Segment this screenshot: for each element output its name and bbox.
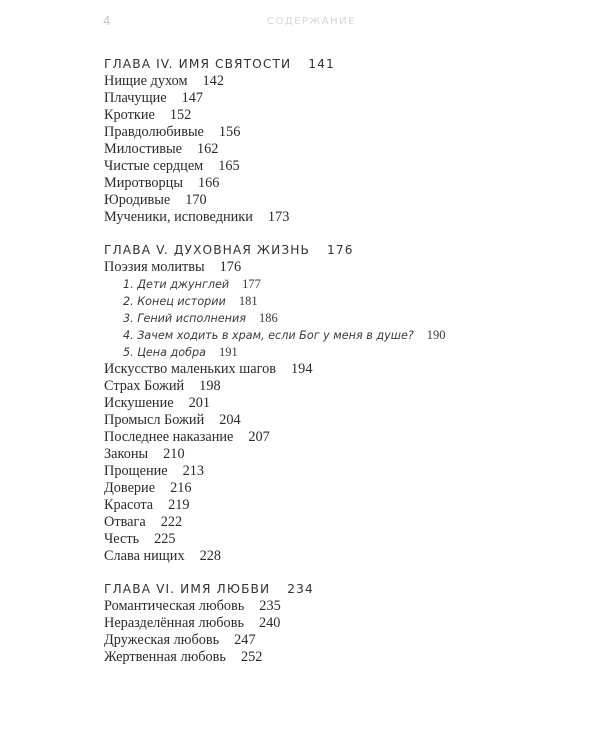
toc-subentry [104,327,544,344]
toc-entry [104,412,544,429]
entry-title: Юродивые [104,192,171,208]
toc-entry [104,141,544,158]
toc-subentry [104,310,544,327]
entry-page-number: 194 [291,361,313,377]
entry-page-number: 198 [199,378,221,394]
running-head: СОДЕРЖАНИЕ [267,16,356,27]
chapter-title-text: ГЛАВА VI. ИМЯ ЛЮБВИ [104,582,271,596]
toc-entry [104,107,544,124]
chapter-title [104,242,544,259]
entry-page-number: 222 [160,514,183,530]
toc-entry [104,209,544,226]
chapter-title-text: ГЛАВА IV. ИМЯ СВЯТОСТИ [104,57,292,71]
toc-entry [104,175,544,192]
chapter-title-text: ГЛАВА V. ДУХОВНАЯ ЖИЗНЬ [104,243,310,257]
entry-title: Миротворцы [104,175,183,191]
entry-page-number: 191 [218,345,238,359]
toc-entry [104,429,544,446]
table-of-contents [104,56,544,682]
chapter-title [104,56,544,73]
entry-title: Милостивые [104,141,182,157]
entry-page-number: 219 [168,497,190,513]
entry-title: Прощение [104,463,168,479]
entry-page-number: 240 [258,615,281,631]
entry-title: Правдолюбивые [104,124,204,140]
toc-entry [104,548,544,565]
chapter-page-number: 176 [327,243,354,257]
entry-page-number: 147 [181,90,204,106]
entry-page-number: 210 [163,446,185,462]
entry-title: 4. Зачем ходить в храм, если Бог у меня в душе? [123,329,414,342]
entry-title: Последнее наказание [104,429,234,445]
entry-title: Промысл Божий [104,412,205,428]
toc-entry [104,73,544,90]
entry-page-number: 170 [185,192,207,208]
entry-page-number: 207 [248,429,270,445]
entry-title: Страх Божий [104,378,185,394]
toc-subentry [104,344,544,361]
entry-page-number: 186 [259,311,278,325]
toc-entry [104,90,544,107]
entry-page-number: 181 [238,294,258,308]
entry-title: Искусство маленьких шагов [104,361,277,377]
entry-title: Красота [104,497,154,513]
entry-page-number: 177 [242,277,261,291]
entry-title: Честь [104,531,140,547]
toc-chapter [104,56,544,226]
entry-page-number: 190 [426,328,446,342]
entry-title: Неразделённая любовь [104,615,244,631]
entry-page-number: 176 [219,259,242,275]
entry-title: Жертвенная любовь [104,649,226,665]
entry-page-number: 213 [182,463,205,479]
toc-chapter [104,242,544,565]
entry-title: Романтическая любовь [104,598,245,614]
entry-title: Отвага [104,514,146,530]
entry-title: Доверие [104,480,156,496]
toc-subentry [104,276,544,293]
entry-title: 1. Дети джунглей [123,278,230,291]
entry-page-number: 228 [199,548,222,564]
entry-page-number: 216 [170,480,192,496]
entry-page-number: 142 [202,73,224,89]
toc-entry [104,615,544,632]
toc-entry [104,531,544,548]
entry-page-number: 247 [234,632,256,648]
toc-entry [104,497,544,514]
toc-entry [104,632,544,649]
entry-page-number: 156 [218,124,241,140]
entry-page-number: 173 [267,209,290,225]
entry-page-number: 152 [169,107,192,123]
toc-entry [104,259,544,276]
entry-title: 5. Цена добра [123,346,206,359]
chapter-page-number: 234 [287,582,314,596]
toc-entry [104,124,544,141]
entry-title: Чистые сердцем [104,158,204,174]
toc-entry [104,446,544,463]
chapter-title [104,581,544,598]
toc-entry [104,158,544,175]
entry-title: Поэзия молитвы [104,259,205,275]
toc-entry [104,480,544,497]
entry-page-number: 252 [240,649,263,665]
toc-entry [104,649,544,666]
toc-entry [104,192,544,209]
toc-entry [104,514,544,531]
entry-page-number: 162 [196,141,219,157]
entry-page-number: 235 [259,598,281,614]
entry-title: Искушение [104,395,174,411]
entry-page-number: 204 [219,412,241,428]
toc-entry [104,463,544,480]
toc-subentry [104,293,544,310]
toc-chapter [104,581,544,666]
entry-title: 3. Гений исполнения [123,312,247,325]
entry-title: Законы [104,446,149,462]
entry-title: Нищие духом [104,73,188,89]
entry-title: Слава нищих [104,548,185,564]
page-header [0,14,600,34]
page-number: 4 [103,14,111,28]
toc-entry [104,395,544,412]
entry-title: Кроткие [104,107,155,123]
toc-entry [104,598,544,615]
entry-title: Мученики, исповедники [104,209,253,225]
entry-page-number: 165 [218,158,240,174]
entry-title: 2. Конец истории [123,295,226,308]
chapter-page-number: 141 [308,57,335,71]
toc-entry [104,378,544,395]
toc-entry [104,361,544,378]
entry-title: Дружеская любовь [104,632,220,648]
entry-page-number: 166 [197,175,220,191]
entry-page-number: 201 [188,395,211,411]
entry-title: Плачущие [104,90,167,106]
entry-page-number: 225 [154,531,176,547]
